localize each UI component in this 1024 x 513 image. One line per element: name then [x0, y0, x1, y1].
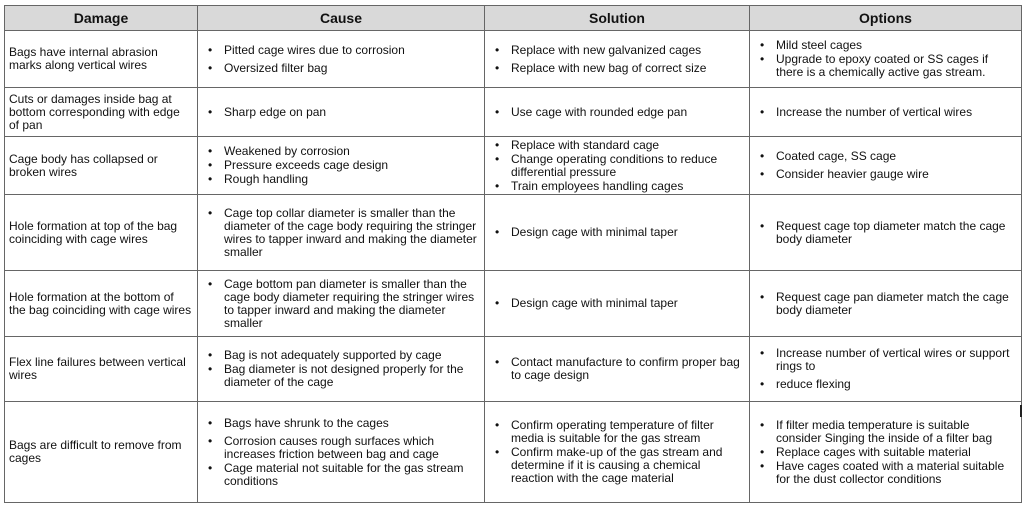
cause-item: • Oversized filter bag [208, 62, 478, 75]
options-item: • Coated cage, SS cage [760, 150, 1015, 163]
solution-item: • Design cage with minimal taper [495, 226, 743, 239]
solution-item: • Change operating conditions to reduce differential pressure [495, 153, 743, 179]
solution-item: • Replace with standard cage [495, 139, 743, 152]
cause-item: • Pressure exceeds cage design [208, 159, 478, 172]
cause-cell [198, 31, 485, 88]
table-row [5, 88, 1022, 137]
solution-cell [485, 137, 750, 195]
damage-cell: Bags have internal abrasion marks along vertical wires [5, 31, 198, 88]
cause-item: • Rough handling [208, 173, 478, 186]
damage-table [4, 5, 1022, 503]
solution-cell [485, 195, 750, 271]
options-item: • Upgrade to epoxy coated or SS cages if there is a chemically active gas stream. [760, 53, 1015, 79]
options-cell [750, 337, 1022, 402]
options-item: • Increase number of vertical wires or support rings to [760, 347, 1015, 373]
options-item: • reduce flexing [760, 378, 1015, 391]
damage-cell: Cage body has collapsed or broken wires [5, 137, 198, 195]
solution-item: • Confirm make-up of the gas stream and determine if it is causing a chemical reaction with the cage material [495, 446, 743, 485]
options-cell [750, 88, 1022, 137]
cause-cell [198, 195, 485, 271]
cause-cell [198, 402, 485, 503]
solution-item: • Design cage with minimal taper [495, 297, 743, 310]
table-row [5, 337, 1022, 402]
cause-item: • Pitted cage wires due to corrosion [208, 44, 478, 57]
solution-item: • Replace with new galvanized cages [495, 44, 743, 57]
solution-cell [485, 402, 750, 503]
cause-item: • Cage material not suitable for the gas stream conditions [208, 462, 478, 488]
cause-cell [198, 337, 485, 402]
solution-cell [485, 88, 750, 137]
options-item: • Increase the number of vertical wires [760, 106, 1015, 119]
header-row [5, 6, 1022, 31]
solution-cell [485, 31, 750, 88]
header-options: Options [750, 6, 1022, 31]
cause-item: • Bag diameter is not designed properly for the diameter of the cage [208, 363, 478, 389]
options-item: • Consider heavier gauge wire [760, 168, 1015, 181]
table-row [5, 31, 1022, 88]
table-row [5, 195, 1022, 271]
options-item: • Request cage top diameter match the cage body diameter [760, 220, 1015, 246]
options-item: • Request cage pan diameter match the cage body diameter [760, 291, 1015, 317]
solution-item: • Replace with new bag of correct size [495, 62, 743, 75]
header-damage: Damage [5, 6, 198, 31]
edge-mark [1020, 405, 1022, 417]
solution-cell [485, 337, 750, 402]
solution-item: • Use cage with rounded edge pan [495, 106, 743, 119]
damage-cell: Flex line failures between vertical wires [5, 337, 198, 402]
options-cell [750, 271, 1022, 337]
options-cell [750, 31, 1022, 88]
cause-item: • Cage top collar diameter is smaller than the diameter of the cage body requiring the stringer wires to tapper inward and making the diameter smaller [208, 207, 478, 259]
table-row [5, 137, 1022, 195]
damage-cell: Bags are difficult to remove from cages [5, 402, 198, 503]
cause-cell [198, 88, 485, 137]
solution-cell [485, 271, 750, 337]
options-cell [750, 402, 1022, 503]
solution-item: • Confirm operating temperature of filter media is suitable for the gas stream [495, 419, 743, 445]
cause-item: • Corrosion causes rough surfaces which increases friction between bag and cage [208, 435, 478, 461]
cause-item: • Sharp edge on pan [208, 106, 478, 119]
header-solution: Solution [485, 6, 750, 31]
solution-item: • Train employees handling cages [495, 180, 743, 193]
damage-cell: Hole formation at top of the bag coinciding with cage wires [5, 195, 198, 271]
options-item: • If filter media temperature is suitable consider Singing the inside of a filter bag [760, 419, 1015, 445]
cause-item: • Bags have shrunk to the cages [208, 417, 478, 430]
options-item: • Mild steel cages [760, 39, 1015, 52]
cause-item: • Cage bottom pan diameter is smaller than the cage body diameter requiring the stringer wires to tapper inward and making the diameter smaller [208, 278, 478, 330]
header-cause: Cause [198, 6, 485, 31]
damage-cell: Hole formation at the bottom of the bag coinciding with cage wires [5, 271, 198, 337]
cause-cell [198, 271, 485, 337]
cause-item: • Weakened by corrosion [208, 145, 478, 158]
solution-item: • Contact manufacture to confirm proper bag to cage design [495, 356, 743, 382]
options-cell [750, 137, 1022, 195]
options-item: • Replace cages with suitable material [760, 446, 1015, 459]
options-cell [750, 195, 1022, 271]
table-row [5, 271, 1022, 337]
cause-item: • Bag is not adequately supported by cage [208, 349, 478, 362]
damage-cell: Cuts or damages inside bag at bottom corresponding with edge of pan [5, 88, 198, 137]
options-item: • Have cages coated with a material suitable for the dust collector conditions [760, 460, 1015, 486]
cause-cell [198, 137, 485, 195]
table-row [5, 402, 1022, 503]
